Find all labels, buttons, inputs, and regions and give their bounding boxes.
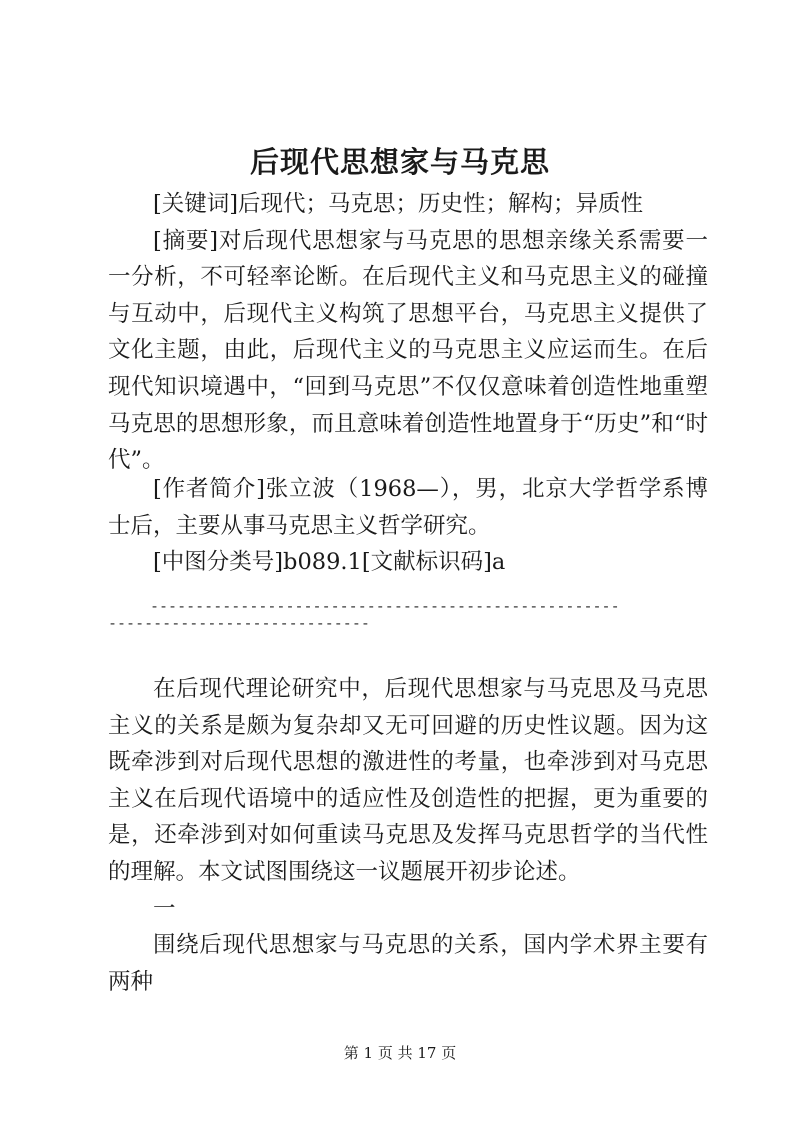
page-footer: 第 1 页 共 17 页 bbox=[343, 1044, 457, 1062]
author-info bbox=[108, 471, 708, 544]
classification-block bbox=[108, 544, 708, 581]
section-body bbox=[108, 927, 708, 1000]
section-heading: 一 bbox=[153, 895, 176, 922]
classification-line: [中图分类号]b089.1[文献标识码]a bbox=[153, 549, 506, 575]
separator-line-top: ---------------------------------------------------- bbox=[150, 597, 620, 615]
abstract-paragraph: [摘要]对后现代思想家与马克思的思想亲缘关系需要一一分析，不可轻率论断。在后现代主义和马克思主义的碰撞与互动中，后现代主义构筑了思想平台，马克思主义提供了文化主题，由此，后现代主义的马克思主义应运而生。在后现代知识境遇中，“回到马克思”不仅仅意味着创造性地重塑马克思的思想形象，而且意味着创造性地置身于“历史”和“时代”。 bbox=[108, 227, 708, 474]
intro-paragraph: 在后现代理论研究中，后现代思想家与马克思及马克思主义的关系是颇为复杂却又无可回避的历史性议题。因为这既牵涉到对后现代思想的激进性的考量，也牵涉到对马克思主义在后现代语境中的适应性及创造性的把握，更为重要的是，还牵涉到对如何重读马克思及发挥马克思哲学的当代性的理解。本文试图围绕这一议题展开初步论述。 bbox=[108, 676, 708, 885]
main-body bbox=[108, 671, 708, 927]
keywords-line: [关键词]后现代；马克思；历史性；解构；异质性 bbox=[153, 191, 644, 217]
front-matter bbox=[108, 186, 708, 479]
separator-line-bottom: ----------------------------- bbox=[108, 614, 370, 632]
document-title: 后现代思想家与马克思 bbox=[249, 145, 550, 179]
section-paragraph: 围绕后现代思想家与马克思的关系，国内学术界主要有两种 bbox=[108, 932, 708, 995]
author-note-paragraph: [作者简介]张立波（1968—），男，北京大学哲学系博士后，主要从事马克思主义哲学研究。 bbox=[108, 476, 708, 539]
